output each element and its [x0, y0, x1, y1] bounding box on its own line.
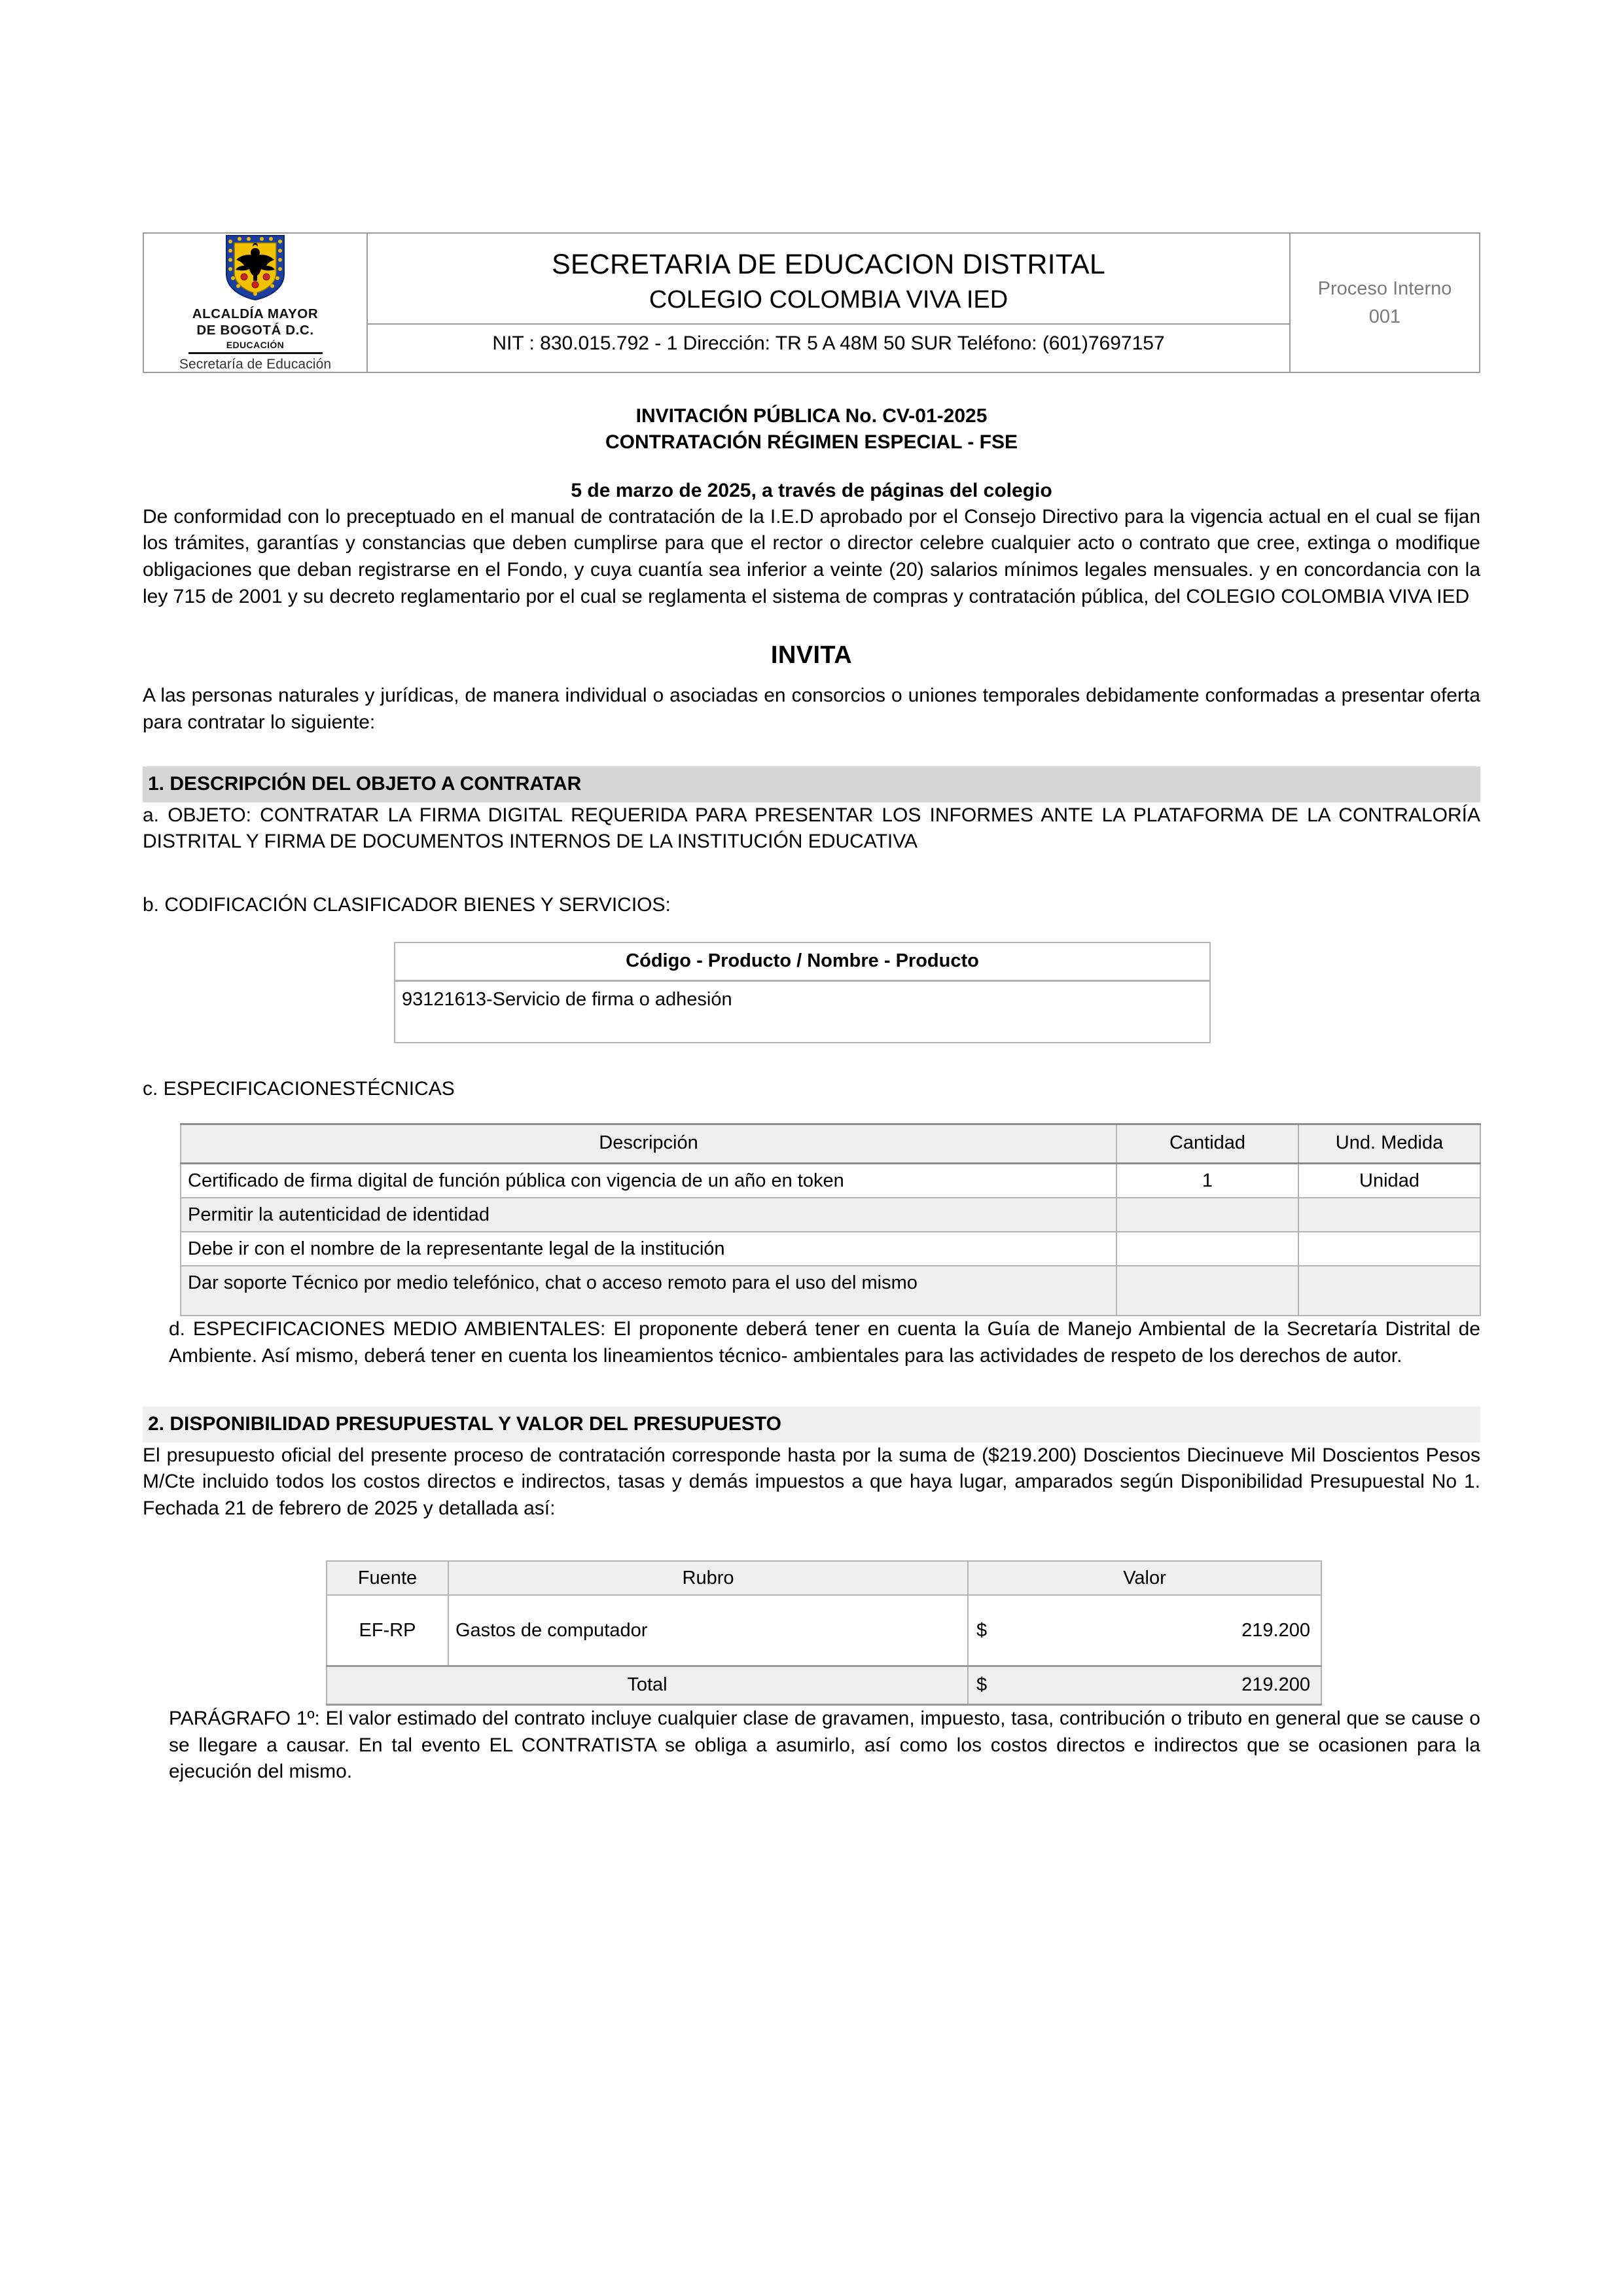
espec-und-2	[1298, 1232, 1480, 1266]
espec-desc-2: Debe ir con el nombre de la representante legal de la institución	[181, 1232, 1116, 1266]
presupuesto-table	[326, 1560, 1322, 1706]
invitacion-publica-title: INVITACIÓN PÚBLICA No. CV-01-2025	[635, 405, 988, 427]
presu-total-moneda: $	[976, 1674, 988, 1695]
presupuesto-paragraph: El presupuesto oficial del presente proceso de contratación corresponde hasta por la suma de ($219.200) Doscientos Diecinueve Mil Doscientos Pesos M/Cte incluido todos los costos directos e indirectos, tasas y demás impuestos a que haya lugar, amparados según Disponibilidad Presupuestal No 1. Fechada 21 de febrero de 2025 y detallada así:	[143, 1444, 1480, 1519]
section-1-heading: 1. DESCRIPCIÓN DEL OBJETO A CONTRATAR	[143, 766, 1480, 802]
espec-und-1	[1298, 1198, 1480, 1232]
table-header-row	[395, 942, 1210, 981]
col-valor: Valor	[968, 1561, 1321, 1595]
logo-line-2: DE BOGOTÁ D.C.	[196, 323, 314, 338]
presu-valor-0	[968, 1595, 1321, 1666]
presu-rubro-0: Gastos de computador	[448, 1595, 968, 1666]
codificacion-label: b. CODIFICACIÓN CLASIFICADOR BIENES Y SERVICIOS:	[143, 893, 671, 916]
espec-und-3	[1298, 1266, 1480, 1316]
espec-cant-1	[1116, 1198, 1298, 1232]
espec-cant-3	[1116, 1266, 1298, 1316]
table-row	[181, 1266, 1480, 1316]
codificacion-table	[394, 942, 1211, 1043]
presu-total-valor	[968, 1666, 1321, 1704]
presu-monto-0: 219.200	[1241, 1619, 1310, 1641]
table-row	[181, 1232, 1480, 1266]
logo-divider	[188, 352, 323, 354]
contratacion-subtitle: CONTRATACIÓN RÉGIMEN ESPECIAL - FSE	[605, 431, 1018, 453]
col-descripcion: Descripción	[181, 1124, 1116, 1163]
fecha-publicacion: 5 de marzo de 2025, a través de páginas del colegio	[571, 479, 1052, 501]
espec-desc-1: Permitir la autenticidad de identidad	[181, 1198, 1116, 1232]
table-row	[395, 981, 1210, 1043]
col-cantidad: Cantidad	[1116, 1124, 1298, 1163]
col-fuente: Fuente	[327, 1561, 448, 1595]
presu-fuente-0: EF-RP	[327, 1595, 448, 1666]
objeto-paragraph: a. OBJETO: CONTRATAR LA FIRMA DIGITAL REQUERIDA PARA PRESENTAR LOS INFORMES ANTE LA PLATAFORMA DE LA CONTRALORÍA DISTRITAL Y FIRMA DE DOCUMENTOS INTERNOS DE LA INSTITUCIÓN EDUCATIVA	[143, 804, 1480, 853]
table-row	[181, 1163, 1480, 1198]
alcaldia-logo	[179, 234, 331, 371]
nit-address-line: NIT : 830.015.792 - 1 Dirección: TR 5 A 48M 50 SUR Teléfono: (601)7697157	[368, 323, 1289, 363]
espec-desc-3: Dar soporte Técnico por medio telefónico, chat o acceso remoto para el uso del mismo	[181, 1266, 1116, 1316]
espec-desc-0: Certificado de firma digital de función pública con vigencia de un año en token	[181, 1163, 1116, 1198]
section-2-heading: 2. DISPONIBILIDAD PRESUPUESTAL Y VALOR DEL PRESUPUESTO	[143, 1407, 1480, 1443]
table-header-row	[181, 1124, 1480, 1163]
presu-total-label: Total	[327, 1666, 968, 1704]
header-row	[143, 233, 1480, 372]
table-header-row	[327, 1561, 1321, 1595]
codificacion-header-cell: Código - Producto / Nombre - Producto	[395, 942, 1210, 981]
espec-und-0: Unidad	[1298, 1163, 1480, 1198]
logo-line-3: EDUCACIÓN	[226, 340, 285, 350]
presu-total-monto: 219.200	[1241, 1674, 1310, 1695]
presu-moneda-0: $	[976, 1619, 988, 1641]
especificaciones-label: c. ESPECIFICACIONESTÉCNICAS	[143, 1078, 455, 1100]
proceso-interno-number: 001	[1368, 306, 1401, 327]
table-row	[181, 1198, 1480, 1232]
espec-cant-2	[1116, 1232, 1298, 1266]
table-total-row	[327, 1666, 1321, 1704]
school-name: COLEGIO COLOMBIA VIVA IED	[649, 286, 1008, 314]
document-header-table	[143, 232, 1480, 373]
header-title-block	[368, 242, 1289, 323]
codificacion-row-0: 93121613-Servicio de firma o adhesión	[395, 981, 1210, 1043]
invita-heading: INVITA	[770, 641, 853, 670]
logo-line-4: Secretaría de Educación	[179, 357, 332, 372]
header-title-cell	[367, 233, 1290, 372]
proceso-interno-cell	[1290, 233, 1480, 372]
institution-name: SECRETARIA DE EDUCACION DISTRITAL	[551, 249, 1106, 281]
invita-paragraph: A las personas naturales y jurídicas, de manera individual o asociadas en consorcios o uniones temporales debidamente conformadas a presentar oferta para contratar lo siguiente:	[143, 685, 1480, 733]
table-row	[327, 1595, 1321, 1666]
especificaciones-tecnicas-table	[180, 1123, 1481, 1316]
logo-line-1: ALCALDÍA MAYOR	[192, 306, 319, 321]
preamble-paragraph: De conformidad con lo preceptuado en el manual de contratación de la I.E.D aprobado por el Consejo Directivo para la vigencia actual en el cual se fijan los trámites, garantías y constancias que deben cumplirse para que el rector o director celebre cualquier acto o contrato que cree, extinga o modifique obligaciones que deban registrarse en el Fondo, y cuya cuantía sea inferior a veinte (20) salarios mínimos legales mensuales. y en concordancia con la ley 715 de 2001 y su decreto reglamentario por el cual se reglamenta el sistema de compras y contratación pública, del COLEGIO COLOMBIA VIVA IED	[143, 505, 1480, 607]
proceso-interno-label: Proceso Interno	[1317, 278, 1452, 300]
especificaciones-ambientales-paragraph: d. ESPECIFICACIONES MEDIO AMBIENTALES: El proponente deberá tener en cuenta la Guía de Manejo Ambiental de la Secretaría Distrital de Ambiente. Así mismo, deberá tener en cuenta los lineamientos técnico- ambientales para las actividades de respeto de los derechos de autor.	[169, 1318, 1480, 1367]
col-rubro: Rubro	[448, 1561, 968, 1595]
espec-cant-0: 1	[1116, 1163, 1298, 1198]
header-logo-cell	[143, 233, 367, 372]
bogota-coat-of-arms-icon	[224, 234, 287, 302]
paragrafo-primero: PARÁGRAFO 1º: El valor estimado del contrato incluye cualquier clase de gravamen, impuesto, tasa, contribución o tributo en general que se cause o se llegare a causar. En tal evento EL CONTRATISTA se obliga a asumirlo, así como los costos directos e indirectos que se ocasionen para la ejecución del mismo.	[169, 1708, 1480, 1783]
col-und-medida: Und. Medida	[1298, 1124, 1480, 1163]
